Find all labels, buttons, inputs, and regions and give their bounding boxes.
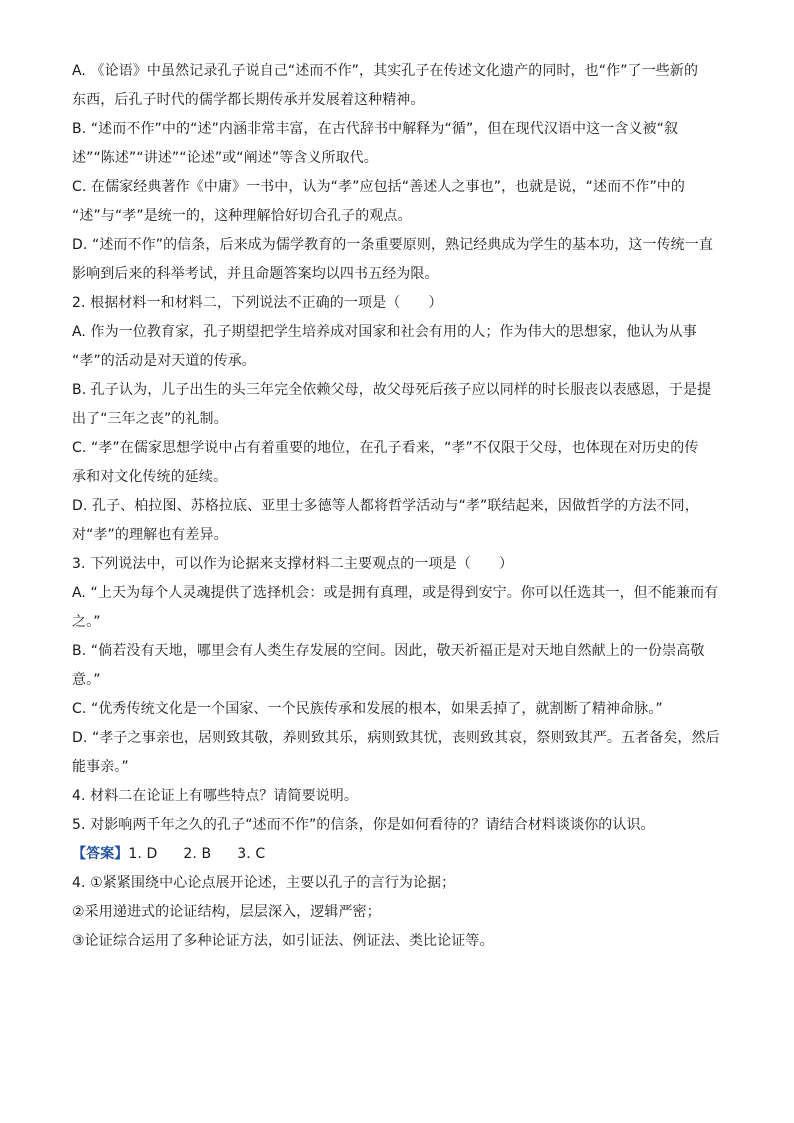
q3-option-b-line2: 意。” (72, 672, 101, 688)
q2-option-d-line2: 对“孝”的理解也有差异。 (72, 527, 228, 543)
q1-option-a-line1: A. 《论语》中虽然记录孔子说自己“述而不作”，其实孔子在传述文化遗产的同时，也“作”了一些新的 (72, 63, 699, 79)
q2-option-b-line2: 出了“三年之丧”的礼制。 (72, 411, 228, 427)
q2-option-c-line1: C. “孝”在儒家思想学说中占有着重要的地位，在孔子看来，“孝”不仅限于父母，也体现在对历史的传 (72, 440, 699, 456)
q3-option-d-line2: 能事亲。” (72, 759, 129, 775)
q1-option-d-line1: D. “述而不作”的信条，后来成为儒学教育的一条重要原则，熟记经典成为学生的基本功，这一传统一直 (72, 237, 713, 253)
q2-option-a-line1: A. 作为一位教育家，孔子期望把学生培养成对国家和社会有用的人；作为伟大的思想家，他认为从事 (72, 324, 697, 340)
answer-4-line3: ③论证综合运用了多种论证方法，如引证法、例证法、类比论证等。 (72, 933, 494, 949)
q1-option-c-line2: “述”与“孝”是统一的，这种理解恰好切合孔子的观点。 (72, 208, 412, 224)
q1-option-a-line2: 东西，后孔子时代的儒学都长期传承并发展着这种精神。 (72, 92, 425, 108)
answer-4-line2: ②采用递进式的论证结构，层层深入，逻辑严密； (72, 904, 381, 920)
answer-1: 1. D (128, 846, 158, 862)
q3-option-c-line1: C. “优秀传统文化是一个国家、一个民族传承和发展的根本，如果丢掉了，就割断了精神命脉。” (72, 701, 663, 717)
q2-stem: 2. 根据材料一和材料二，下列说法不正确的一项是（ ） (72, 295, 443, 311)
q1-option-b-line1: B. “述而不作”中的“述”内涵非常丰富，在古代辞书中解释为“循”，但在现代汉语中这一含义被“叙 (72, 121, 679, 137)
answer-tag: 【答案】 (72, 846, 129, 862)
q3-option-a-line1: A. “上天为每个人灵魂提供了选择机会：或是拥有真理，或是得到安宁。你可以任选其一，但不能兼而有 (72, 585, 719, 601)
q2-option-c-line2: 承和对文化传统的延续。 (72, 469, 228, 485)
q5-stem: 5. 对影响两千年之久的孔子“述而不作”的信条，你是如何看待的？请结合材料谈谈你的认识。 (72, 817, 655, 833)
q4-stem: 4. 材料二在论证上有哪些特点？请简要说明。 (72, 788, 359, 804)
answer-2: 2. B (183, 846, 212, 862)
answer-3: 3. C (237, 846, 266, 862)
q2-option-a-line2: “孝”的活动是对天道的传承。 (72, 353, 256, 369)
q1-option-c-line1: C. 在儒家经典著作《中庸》一书中，认为“孝”应包括“善述人之事也”，也就是说，“述而不作”中的 (72, 179, 685, 195)
q2-option-b-line1: B. 孔子认为，儿子出生的头三年完全依赖父母，故父母死后孩子应以同样的时长服丧以表感恩，于是提 (72, 382, 712, 398)
q2-option-d-line1: D. 孔子、柏拉图、苏格拉底、亚里士多德等人都将哲学活动与“孝”联结起来，因做哲学的方法不同， (72, 498, 699, 514)
q3-option-a-line2: 之。” (72, 614, 101, 630)
q1-option-b-line2: 述”“陈述”“讲述”“论述”或“阐述”等含义所取代。 (72, 150, 378, 166)
q3-option-b-line1: B. “倘若没有天地，哪里会有人类生存发展的空间。因此，敬天祈福正是对天地自然献上的一份崇高敬 (72, 643, 705, 659)
q3-option-d-line1: D. “孝子之事亲也，居则致其敬，养则致其乐，病则致其忧，丧则致其哀，祭则致其严。五者备矣，然后 (72, 730, 720, 746)
q3-stem: 3. 下列说法中，可以作为论据来支撑材料二主要观点的一项是（ ） (72, 556, 514, 572)
answer-4-line1: 4. ①紧紧围绕中心论点展开论述，主要以孔子的言行为论据； (72, 875, 456, 891)
q1-option-d-line2: 影响到后来的科举考试，并且命题答案均以四书五经为限。 (72, 266, 439, 282)
document-page (72, 62, 726, 961)
answer-line (72, 845, 726, 863)
